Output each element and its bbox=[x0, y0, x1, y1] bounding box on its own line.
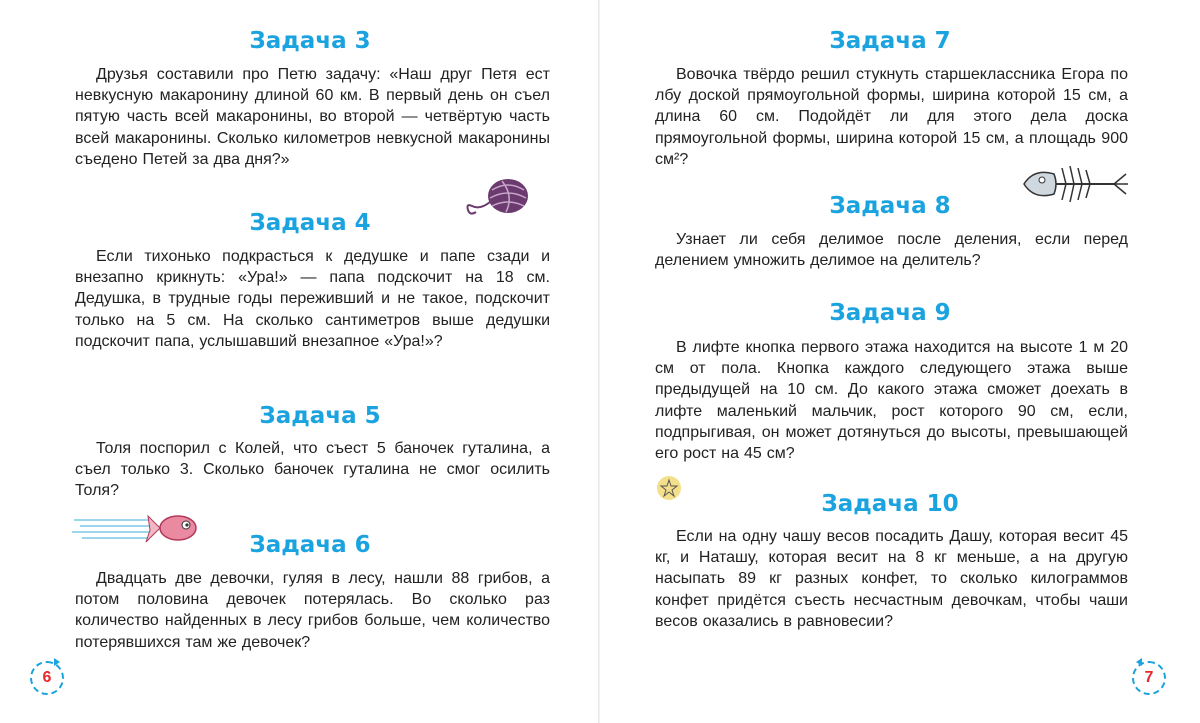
task-9-title: Задача 9 bbox=[829, 300, 951, 326]
task-3-title: Задача 3 bbox=[249, 28, 371, 54]
task-3-text: Друзья составили про Петю задачу: «Наш друг Петя ест невкусную макаронину длиной 60 км. В первый день он съел пятую часть всей макаронины, во второй — четвёртую часть всей макаронины. Сколько километров невкусной макаронины съедено Петей за два дня?» bbox=[75, 66, 550, 168]
task-7-title: Задача 7 bbox=[829, 28, 951, 54]
task-4-text: Если тихонько подкрасться к дедушке и папе сзади и внезапно крикнуть: «Ура!» — папа подскочит на 18 см. Дедушка, в трудные годы переживший и не такое, подскочит только на 5 см. На сколько сантиметров выше дедушки подскочит папа, услышавший внезапное «Ура!»? bbox=[75, 248, 550, 350]
page-number-left: 6 bbox=[30, 661, 64, 695]
task-6-title: Задача 6 bbox=[249, 532, 371, 558]
task-4-title: Задача 4 bbox=[249, 210, 371, 236]
task-10-title: Задача 10 bbox=[821, 491, 959, 517]
task-5-title: Задача 5 bbox=[259, 403, 381, 429]
page-number-right: 7 bbox=[1132, 661, 1166, 695]
task-5-text: Толя поспорил с Колей, что съест 5 баночек гуталина, а съел только 3. Сколько баночек гуталина не смог осилить Толя? bbox=[75, 440, 550, 500]
task-8-title: Задача 8 bbox=[829, 193, 951, 219]
task-9-text: В лифте кнопка первого этажа находится на высоте 1 м 20 см от пола. Кнопка каждого следующего этажа выше предыдущей на 10 см. До какого этажа сможет доехать в лифте маленький мальчик, рост которого 90 см, если, подпрыгивая, он может дотянуться до высоты, превышающей его рост на 45 см? bbox=[655, 339, 1128, 463]
task-7-text: Вовочка твёрдо решил стукнуть старшеклассника Егора по лбу доской прямоугольной формы, ширина которой 15 см, а длина 60 см. Подойдёт ли для этого дела доска прямоугольной формы, ширина которой 15 см, а площадь 900 см²? bbox=[655, 66, 1128, 168]
task-8-text: Узнает ли себя делимое после деления, если перед делением умножить делимое на делитель? bbox=[655, 231, 1128, 270]
task-6-text: Двадцать две девочки, гуляя в лесу, нашли 88 грибов, а потом половина девочек потерялась. Во сколько раз количество найденных в лесу грибов больше, чем количество потерявшихся там же девочек? bbox=[75, 570, 550, 651]
right-page bbox=[600, 0, 1200, 723]
task-10-text: Если на одну чашу весов посадить Дашу, которая весит 45 кг, и Наташу, которая весит на 8 кг меньше, а на другую насыпать 89 кг разных конфет, то сколько килограммов конфет придётся съесть несчастным девочкам, чтобы чаши весов оказались в равновесии? bbox=[655, 528, 1128, 630]
